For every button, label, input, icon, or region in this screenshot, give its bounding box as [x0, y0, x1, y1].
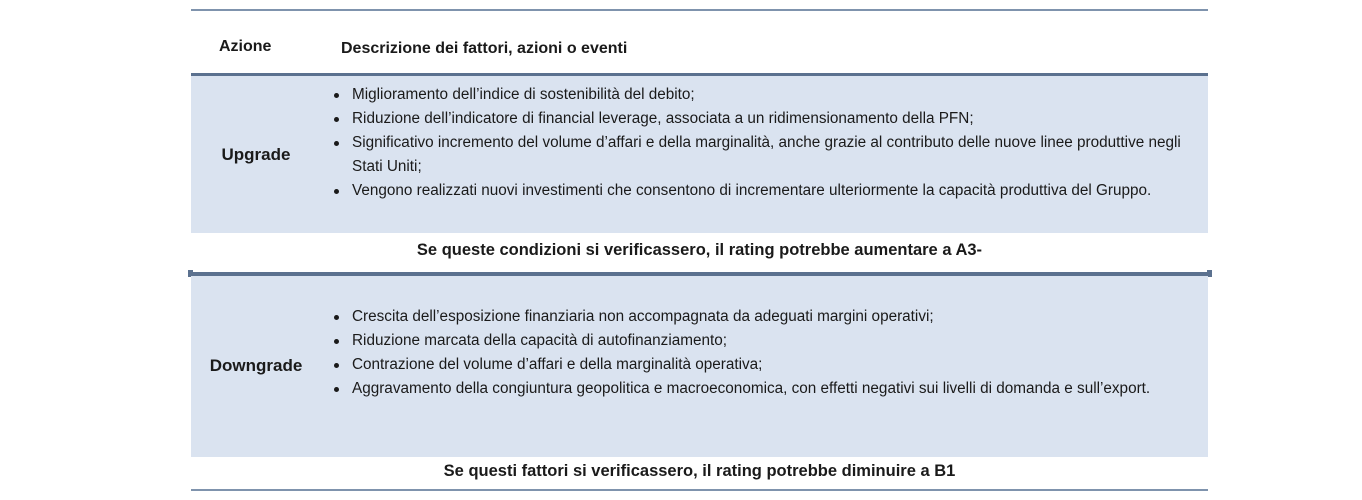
list-item: Riduzione marcata della capacità di autofinanziamento;	[331, 329, 1181, 353]
list-item: Significativo incremento del volume d’affari e della marginalità, anche grazie al contributo delle nuove linee produttive negli Stati Uniti;	[331, 131, 1181, 179]
bullet-icon	[334, 117, 339, 122]
bullet-icon	[334, 189, 339, 194]
bullet-icon	[334, 339, 339, 344]
upgrade-factors-list	[331, 83, 1181, 203]
downgrade-verdict: Se questi fattori si verificassero, il rating potrebbe diminuire a B1	[443, 462, 956, 480]
downgrade-factors-list	[331, 305, 1181, 401]
bullet-icon	[334, 387, 339, 392]
top-rule	[191, 9, 1208, 11]
upgrade-verdict: Se queste condizioni si verificassero, il rating potrebbe aumentare a A3-	[416, 241, 983, 259]
list-item: Contrazione del volume d’affari e della marginalità operativa;	[331, 353, 1181, 377]
bottom-rule	[191, 489, 1208, 491]
rating-triggers-table	[191, 0, 1208, 500]
list-item: Vengono realizzati nuovi investimenti che consentono di incrementare ulteriormente la capacità produttiva del Gruppo.	[331, 179, 1181, 203]
bullet-icon	[334, 315, 339, 320]
bullet-icon	[334, 363, 339, 368]
list-item: Aggravamento della congiuntura geopolitica e macroeconomica, con effetti negativi sui livelli di domanda e sull’export.	[331, 377, 1181, 401]
list-item: Crescita dell’esposizione finanziaria non accompagnata da adeguati margini operativi;	[331, 305, 1181, 329]
upgrade-label: Upgrade	[221, 145, 291, 164]
header-action: Azione	[219, 38, 272, 55]
list-item: Riduzione dell’indicatore di financial leverage, associata a un ridimensionamento della PFN;	[331, 107, 1181, 131]
bullet-icon	[334, 93, 339, 98]
bullet-icon	[334, 141, 339, 146]
list-item: Miglioramento dell’indice di sostenibilità del debito;	[331, 83, 1181, 107]
downgrade-label: Downgrade	[209, 356, 303, 375]
header-description: Descrizione dei fattori, azioni o eventi	[341, 40, 628, 57]
